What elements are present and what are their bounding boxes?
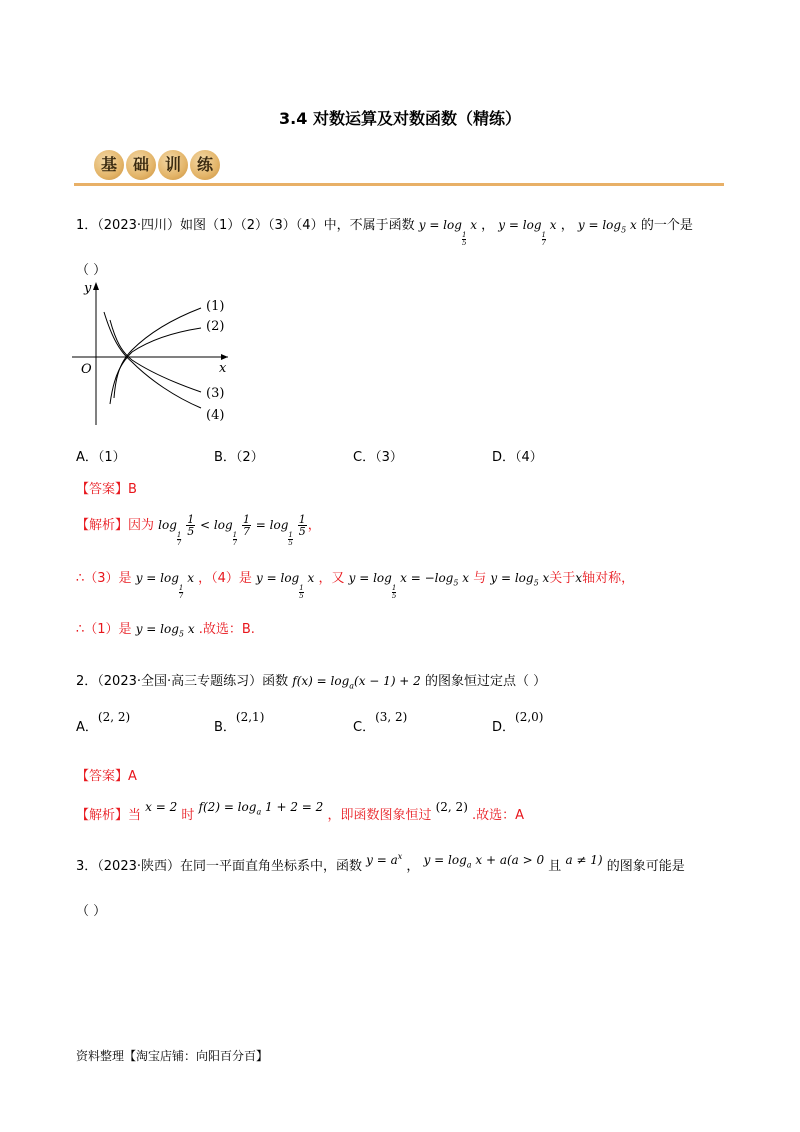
- formula: y = log $\frac{1}{7}$ x: [498, 218, 557, 247]
- formula: $y = a^x$: [366, 852, 403, 867]
- footer-text: 资料整理【淘宝店铺：向阳百分百】: [76, 1049, 269, 1063]
- option-b: B．（2）: [214, 450, 264, 465]
- curve-4: [104, 312, 201, 408]
- curve-label: (4): [206, 408, 225, 423]
- banner-char: 练: [190, 150, 220, 180]
- option-b: B．(2,1): [214, 710, 265, 735]
- formula: $f(x) = \log_a(x - 1) + 2$: [292, 674, 421, 691]
- formula: $y = \log_5 x$: [135, 622, 195, 639]
- curve-label: (1): [206, 299, 225, 314]
- option-a: A．(2, 2): [76, 710, 131, 735]
- option-a: A．（1）: [76, 450, 126, 465]
- formula: $y = \log_5 x$: [577, 218, 637, 235]
- formula: y = log $\frac{1}{5}$ x: [256, 571, 315, 600]
- analysis-line: 【解析】因为 log $\frac{1}{7}$ $\frac{1}{5}$ < log $\frac{1}{7}$ $\frac{1}{7}$ = log $\frac{1}{5}$ $\frac{1}{5}$ ，: [76, 513, 321, 547]
- formula: $y = \log_5 x$: [490, 571, 550, 588]
- y-axis-label: y: [84, 281, 92, 296]
- analysis-line: ∴（3）是 y = log $\frac{1}{7}$ x ，（4）是 y = log $\frac{1}{5}$ x ，又 y = log $\frac{1}{5}$ $x = -\log_5$ x 与 $y = \log_5 x$关于x轴对称，: [76, 571, 635, 600]
- banner-char: 训: [158, 150, 188, 180]
- option-c: C．(3, 2): [353, 710, 408, 735]
- formula: y = log $\frac{1}{5}$ x: [418, 218, 477, 247]
- page-title: 3.4 对数运算及对数函数（精练）: [279, 109, 521, 128]
- option-d: D．(2,0): [492, 710, 544, 735]
- analysis-line: 【解析】当 x = 2 时 $f(2) = \log_a 1 + 2 = 2$ ，即函数图象恒过 (2, 2) .故选：A: [76, 800, 525, 823]
- formula: $y = \log_a x + a(a > 0$: [423, 853, 545, 870]
- answer-paren: （ ）: [76, 904, 107, 919]
- origin-label: O: [81, 362, 92, 377]
- curve-2: [110, 328, 201, 404]
- curve-1: [114, 308, 201, 398]
- analysis-line: ∴（1）是 $y = \log_5 x$ .故选：B.: [76, 622, 255, 639]
- x-axis-label: x: [219, 361, 227, 376]
- option-c: C．（3）: [353, 450, 403, 465]
- log-function-graph: [70, 280, 240, 430]
- y-axis-arrow: [93, 282, 99, 290]
- answer-line: 【答案】B: [76, 482, 137, 497]
- formula: $f(2) = \log_a 1 + 2 = 2$: [198, 800, 324, 817]
- answer-line: 【答案】A: [76, 769, 137, 784]
- formula: y = log $\frac{1}{7}$ x: [135, 571, 194, 600]
- question-2-stem: 2．（2023·全国·高三专题练习）函数 $f(x) = \log_a(x - 1) + 2$ 的图象恒过定点（ ）: [76, 674, 547, 691]
- answer-paren: （ ）: [76, 263, 107, 278]
- question-3-stem: 3．（2023·陕西）在同一平面直角坐标系中，函数 $y = a^x$ ， $y = \log_a x + a(a > 0$ 且 a ≠ 1) 的图象可能是: [76, 852, 685, 874]
- x-axis-arrow: [221, 354, 228, 360]
- curve-label: (3): [206, 386, 225, 401]
- banner-char: 基: [94, 150, 124, 180]
- curve-label: (2): [206, 319, 225, 334]
- formula: y = log $\frac{1}{5}$ $x = -\log_5$ x: [348, 571, 470, 600]
- banner-char: 础: [126, 150, 156, 180]
- question-1-stem: 1．（2023·四川）如图（1）（2）（3）（4）中，不属于函数 y = log $\frac{1}{5}$ x ， y = log $\frac{1}{7}$ x ， $y = \log_5 x$ 的一个是: [76, 218, 693, 247]
- section-divider: [74, 183, 724, 186]
- option-d: D．（4）: [492, 450, 543, 465]
- formula: log $\frac{1}{7}$ $\frac{1}{5}$ < log $\frac{1}{7}$ $\frac{1}{7}$ = log $\frac{1}{5}$ $\frac{1}{5}$: [158, 513, 306, 547]
